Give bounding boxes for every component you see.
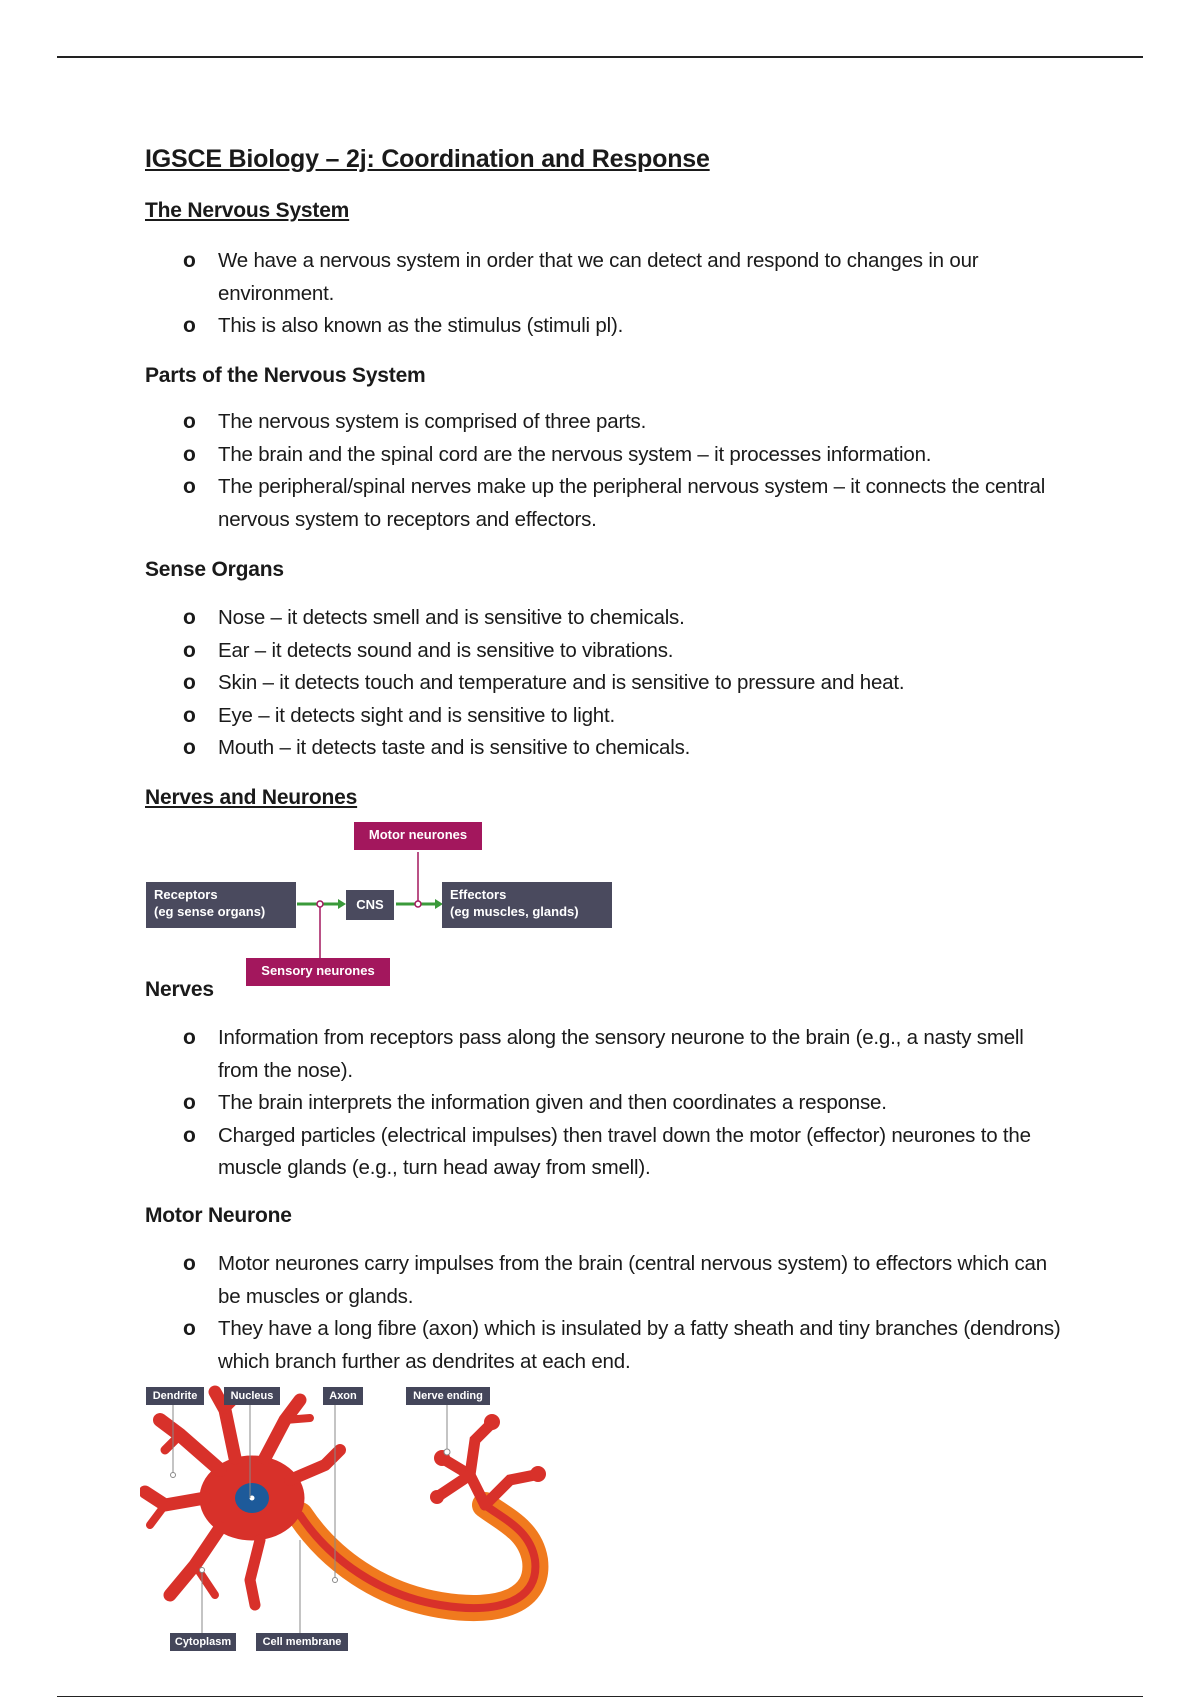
footer-rule (57, 1696, 1143, 1697)
list-item: o They have a long fibre (axon) which is insulated by a fatty sheath and tiny branches (dendrons) which branch further as dendrites at each end. (183, 1317, 1061, 1373)
list-motor-neurone (145, 1248, 1065, 1378)
heading-sense-organs: Sense Organs (145, 558, 284, 581)
sensory-neurones-box: Sensory neurones (246, 958, 390, 986)
list-item: o Charged particles (electrical impulses) then travel down the motor (effector) neurones to the muscle glands (e.g., turn head away from smell). (183, 1123, 1031, 1179)
list-item: o Mouth – it detects taste and is sensitive to chemicals. (183, 736, 691, 759)
list-item: o The brain and the spinal cord are the nervous system – it processes information. (183, 442, 932, 466)
list-nerves (145, 1022, 1065, 1185)
effectors-box (442, 882, 612, 928)
list-item: o This is also known as the stimulus (stimuli pl). (183, 314, 624, 337)
cns-box: CNS (346, 890, 394, 920)
nerve-ending-label: Nerve ending (406, 1387, 490, 1405)
heading-nerves-and-neurones: Nerves and Neurones (145, 786, 358, 809)
heading-nervous-system: The Nervous System (145, 199, 350, 222)
receptors-sublabel: (eg sense organs) (154, 904, 266, 919)
effectors-label: Effectors (450, 887, 507, 902)
effectors-sublabel: (eg muscles, glands) (450, 904, 579, 919)
list-item: o The peripheral/spinal nerves make up the peripheral nervous system – it connects the central nervous system to receptors and effectors. (183, 475, 1046, 531)
list-item: o The nervous system is comprised of three parts. (183, 410, 647, 433)
receptors-label: Receptors (154, 887, 218, 902)
list-item: o The brain interprets the information given and then coordinates a response. (183, 1091, 887, 1114)
list-parts (145, 406, 1065, 536)
receptors-box (146, 882, 296, 928)
axon-label: Axon (323, 1387, 363, 1405)
list-sense-organs (145, 602, 1065, 765)
list-nervous-system (145, 245, 1065, 343)
motor-neurones-box: Motor neurones (354, 822, 482, 850)
list-item: o Motor neurones carry impulses from the brain (central nervous system) to effectors which can be muscles or glands. (183, 1252, 1047, 1308)
cytoplasm-label: Cytoplasm (170, 1633, 236, 1651)
nucleus-label: Nucleus (224, 1387, 280, 1405)
list-item: o Skin – it detects touch and temperature and is sensitive to pressure and heat. (183, 671, 905, 694)
cell-membrane-label: Cell membrane (256, 1633, 348, 1651)
heading-nerves: Nerves (145, 978, 214, 1001)
header-rule (57, 56, 1143, 58)
list-item: o We have a nervous system in order that we can detect and respond to changes in our environment. (183, 249, 979, 305)
heading-motor-neurone: Motor Neurone (145, 1204, 292, 1227)
list-item: o Information from receptors pass along the sensory neurone to the brain (e.g., a nasty smell from the nose). (183, 1026, 1024, 1082)
list-item: o Eye – it detects sight and is sensitive to light. (183, 703, 615, 727)
page-title: IGSCE Biology – 2j: Coordination and Response (145, 145, 710, 173)
list-item: o Nose – it detects smell and is sensitive to chemicals. (183, 606, 685, 629)
neurone-illustration (140, 1380, 650, 1650)
list-item: o Ear – it detects sound and is sensitive to vibrations. (183, 638, 674, 662)
heading-parts: Parts of the Nervous System (145, 364, 426, 387)
dendrite-label: Dendrite (146, 1387, 204, 1405)
